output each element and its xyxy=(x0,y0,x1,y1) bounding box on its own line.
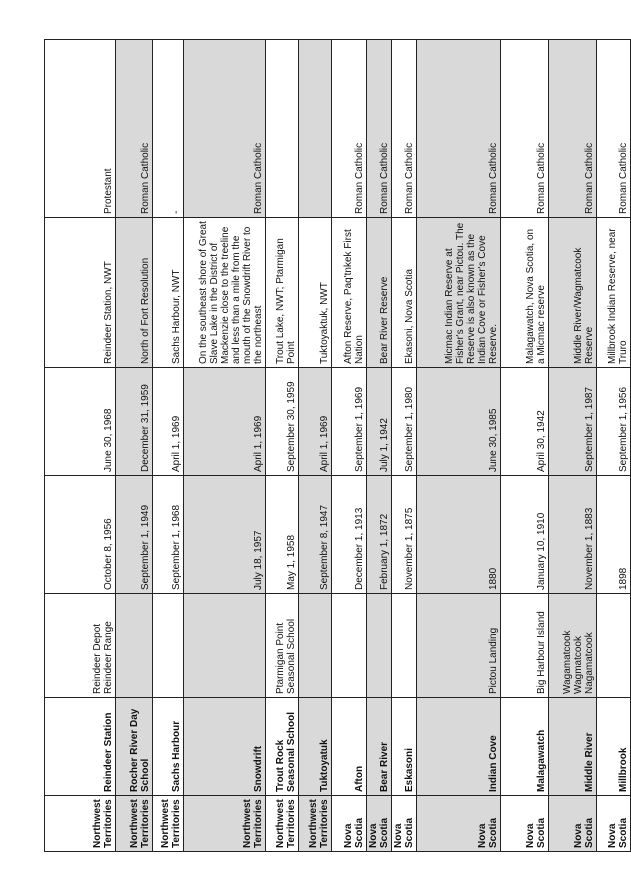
religion-cell xyxy=(266,40,299,218)
closed-date-cell: September 1, 1969 xyxy=(332,368,367,476)
table-row xyxy=(332,40,367,852)
school-name-cell: Tuktoyatuk xyxy=(299,698,332,796)
location-cell: Tuktoyaktuk, NWT xyxy=(299,218,332,368)
other-names-text: Big Harbour Island xyxy=(536,611,547,694)
opened-date-cell: February 1, 1872 xyxy=(367,476,392,594)
religion-cell: Roman Catholic xyxy=(332,40,367,218)
closed-date-cell: July 1, 1942 xyxy=(367,368,392,476)
school-name-cell: Middle River xyxy=(549,698,597,796)
province-cell: Northwest Territories xyxy=(45,796,116,852)
location-cell: Micmac Indian Reserve at Fisher's Grant, near Pictou. The Reserve is also known as the Indian Cove or Fisher's Cove Reserve. xyxy=(417,218,501,368)
location-cell: Reindeer Station, NWT xyxy=(45,218,116,368)
closed-date-cell: April 1, 1969 xyxy=(184,368,266,476)
other-names-cell xyxy=(153,594,184,698)
other-names-cell xyxy=(417,594,501,698)
other-names-text: Pictou Landing xyxy=(488,627,499,694)
opened-date-cell: September 8, 1947 xyxy=(299,476,332,594)
other-names-text: Wagamatcook Wagmatcook Nagamatcook xyxy=(562,630,595,694)
table-row xyxy=(367,40,392,852)
other-names-cell xyxy=(332,594,367,698)
table-row xyxy=(392,40,417,852)
opened-date-cell: January 10, 1910 xyxy=(501,476,549,594)
school-name-cell: Trout Rock Seasonal School xyxy=(266,698,299,796)
province-cell: Northwest Territories xyxy=(266,796,299,852)
closed-date-cell: June 30, 1968 xyxy=(45,368,116,476)
religion-cell: Roman Catholic xyxy=(501,40,549,218)
table-row xyxy=(153,40,184,852)
province-cell: Northwest Territories xyxy=(153,796,184,852)
closed-date-cell: September 1, 1980 xyxy=(392,368,417,476)
location-cell: Middle River/Wagmatcook Reserve xyxy=(549,218,597,368)
schools-table xyxy=(44,39,631,852)
closed-date-cell: April 30, 1942 xyxy=(501,368,549,476)
rotated-page xyxy=(44,40,629,852)
location-cell: Malagawatch, Nova Scotia, on a Micmac reserve xyxy=(501,218,549,368)
school-name-cell: Bear River xyxy=(367,698,392,796)
religion-cell: Roman Catholic xyxy=(116,40,153,218)
school-name-cell: Indian Cove xyxy=(417,698,501,796)
province-cell: Nova Scotia xyxy=(597,796,631,852)
religion-cell: Roman Catholic xyxy=(367,40,392,218)
other-names-cell xyxy=(184,594,266,698)
other-names-text: Ptarmigan Point Seasonal School xyxy=(275,618,297,694)
province-cell: Nova Scotia xyxy=(417,796,501,852)
opened-date-cell: 1880 xyxy=(417,476,501,594)
opened-date-cell: September 1, 1968 xyxy=(153,476,184,594)
other-names-cell xyxy=(116,594,153,698)
table-row xyxy=(549,40,597,852)
school-name-cell: Eskasoni xyxy=(392,698,417,796)
closed-date-cell: December 31, 1959 xyxy=(116,368,153,476)
location-cell: On the southeast shore of Great Slave Lake in the District of Mackenzie close to the treeline and less than a mile from the mouth of the Snowdrift River to the northeast xyxy=(184,218,266,368)
location-cell: Millbrook Indian Reserve, near Truro xyxy=(597,218,631,368)
province-cell: Northwest Territories xyxy=(116,796,153,852)
other-names-cell xyxy=(45,594,116,698)
location-cell: North of Fort Resolution xyxy=(116,218,153,368)
other-names-cell xyxy=(597,594,631,698)
school-name-cell: Snowdrift xyxy=(184,698,266,796)
table-row xyxy=(597,40,631,852)
religion-cell: Roman Catholic xyxy=(597,40,631,218)
location-cell: Ekasoni, Nova Scotia xyxy=(392,218,417,368)
closed-date-cell: April 1, 1969 xyxy=(299,368,332,476)
table-row xyxy=(184,40,266,852)
school-name-cell: Sachs Harbour xyxy=(153,698,184,796)
province-cell: Nova Scotia xyxy=(549,796,597,852)
province-cell: Nova Scotia xyxy=(332,796,367,852)
other-names-text: Reindeer Depot Reindeer Range xyxy=(92,621,114,694)
other-names-cell xyxy=(549,594,597,698)
closed-date-cell: April 1, 1969 xyxy=(153,368,184,476)
opened-date-cell: November 1, 1883 xyxy=(549,476,597,594)
table-row xyxy=(299,40,332,852)
religion-cell: Roman Catholic xyxy=(549,40,597,218)
other-names-cell xyxy=(367,594,392,698)
province-cell: Nova Scotia xyxy=(392,796,417,852)
other-names-cell xyxy=(501,594,549,698)
location-cell: Sachs Harbour, NWT xyxy=(153,218,184,368)
religion-cell: Protestant xyxy=(45,40,116,218)
table-row xyxy=(417,40,501,852)
opened-date-cell: July 18, 1957 xyxy=(184,476,266,594)
other-names-cell xyxy=(299,594,332,698)
opened-date-cell: 1898 xyxy=(597,476,631,594)
school-name-cell: Reindeer Station xyxy=(45,698,116,796)
table-row xyxy=(266,40,299,852)
location-cell: Bear River Reserve xyxy=(367,218,392,368)
closed-date-cell: June 30, 1985 xyxy=(417,368,501,476)
table-row xyxy=(45,40,116,852)
location-cell: Afton Reserve, Paq'tnkek First Nation xyxy=(332,218,367,368)
opened-date-cell: September 1, 1949 xyxy=(116,476,153,594)
other-names-cell xyxy=(392,594,417,698)
opened-date-cell: November 1, 1875 xyxy=(392,476,417,594)
opened-date-cell: May 1, 1958 xyxy=(266,476,299,594)
closed-date-cell: September 30, 1959 xyxy=(266,368,299,476)
province-cell: Northwest Territories xyxy=(299,796,332,852)
location-cell: Trout Lake, NWT; Ptarmigan Point xyxy=(266,218,299,368)
school-name-cell: Rocher River Day School xyxy=(116,698,153,796)
closed-date-cell: September 1, 1956 xyxy=(597,368,631,476)
religion-cell xyxy=(299,40,332,218)
religion-cell: - xyxy=(153,40,184,218)
religion-cell: Roman Catholic xyxy=(417,40,501,218)
closed-date-cell: September 1, 1987 xyxy=(549,368,597,476)
province-cell: Nova Scotia xyxy=(501,796,549,852)
school-name-cell: Millbrook xyxy=(597,698,631,796)
table-row xyxy=(501,40,549,852)
table-row xyxy=(116,40,153,852)
province-cell: Northwest Territories xyxy=(184,796,266,852)
religion-cell: Roman Catholic xyxy=(392,40,417,218)
province-cell: Nova Scotia xyxy=(367,796,392,852)
opened-date-cell: December 1, 1913 xyxy=(332,476,367,594)
other-names-cell xyxy=(266,594,299,698)
religion-cell: Roman Catholic xyxy=(184,40,266,218)
school-name-cell: Afton xyxy=(332,698,367,796)
school-name-cell: Malagawatch xyxy=(501,698,549,796)
opened-date-cell: October 8, 1956 xyxy=(45,476,116,594)
